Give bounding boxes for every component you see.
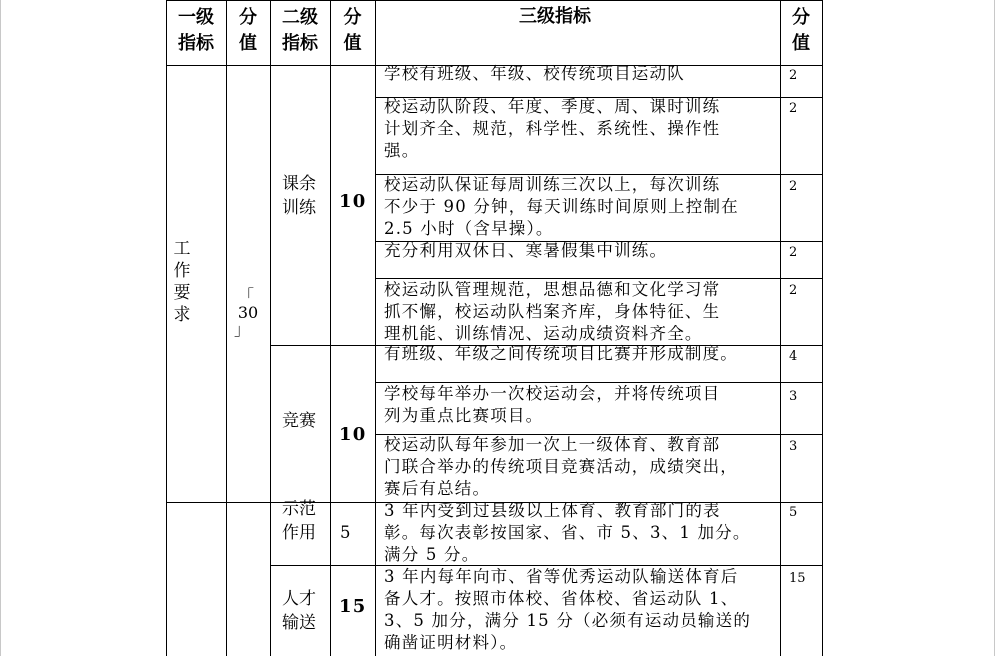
level3-item-score: 5 [789,505,798,520]
level2-label-training: 课余训练 [282,174,316,218]
level2-score-training: 10 [339,191,367,212]
header-level2 [270,5,330,57]
level2-label-competition: 竞赛 [282,411,316,431]
header-level3: 三级指标 [519,6,591,27]
header-score1-line2: 值 [239,33,257,54]
text-line: 满分 5 分。 [384,545,480,564]
text-line: 强。 [384,141,420,160]
level3-item-text [384,383,720,427]
level3-item-text [384,240,667,262]
header-level2-line1: 二级 [282,7,318,28]
text-line: 不少于 90 分钟，每天训练时间原则上控制在 [384,197,739,216]
text-line: 列为重点比赛项目。 [384,406,544,425]
text-line: 校运动队每年参加一次上一级体育、教育部 [384,435,721,454]
text-line: 2.5 小时（含早操）。 [384,219,554,238]
level3-item-text [384,174,739,240]
text-line: 计划齐全、规范，科学性、系统性、操作性 [384,119,721,138]
level3-item-score: 2 [789,101,798,116]
text-line: 3、5 加分，满分 15 分（必须有运动员输送的 [384,611,752,630]
text-line: 3 年内每年向市、省等优秀运动队输送体育后 [384,567,739,586]
table-line [166,0,823,1]
header-score2-line1: 分 [343,7,362,28]
level3-item-text [384,279,720,345]
text-line: 确凿证明材料）。 [384,633,518,652]
text-line: 3 年内受到过县级以上体育、教育部门的表 [384,501,721,520]
level3-item-text [384,343,738,365]
text-line: 学校有班级、年级、校传统项目运动队 [384,64,685,83]
header-score1 [226,5,270,57]
level3-item-score: 3 [789,439,798,454]
header-score3-line1: 分 [792,7,810,28]
text-line: 抓不懈，校运动队档案齐库，身体特征、生 [384,302,721,321]
header-score3 [780,5,822,57]
text-line: 赛后有总结。 [384,479,491,498]
level2-label-demo: 示范作用 [282,499,316,543]
table-line [822,0,823,656]
table-line [780,0,781,656]
table-line [330,0,331,656]
header-score3-line2: 值 [792,33,810,54]
level3-item-score: 3 [789,389,798,404]
level2-score-competition: 10 [339,424,367,445]
level3-item-score: 4 [789,349,798,364]
header-level2-line2: 指标 [282,33,318,54]
level3-item-score: 2 [789,245,798,260]
level3-item-score: 2 [789,179,798,194]
table-line [375,0,376,656]
text-line: 校运动队保证每周训练三次以上，每次训练 [384,175,721,194]
text-line: 校运动队阶段、年度、季度、周、课时训练 [384,97,721,116]
header-score2 [330,5,375,57]
level1-score-value: 30 [237,303,259,322]
level1-label: 工作要求 [173,239,191,325]
table-line [166,0,167,656]
text-line: 充分利用双休日、寒暑假集中训练。 [384,241,668,260]
text-line: 学校每年举办一次校运动会，并将传统项目 [384,384,721,403]
text-line: 理机能、训练情况、运动成绩资料齐全。 [384,324,703,343]
level3-item-score: 2 [789,68,798,83]
header-level1 [166,5,226,57]
level3-item-score: 2 [789,283,798,298]
bracket-close: 」 [234,320,251,339]
header-score1-line1: 分 [239,7,257,28]
level3-item-text [384,96,720,162]
table-line [226,0,227,656]
page-edge [0,0,1,656]
text-line: 门联合举办的传统项目竞赛活动，成绩突出， [384,457,738,476]
bracket-open: 「 [238,286,255,305]
level3-item-text [384,63,685,85]
text-line: 彰。每次表彰按国家、省、市 5、3、1 加分。 [384,523,751,542]
header-score2-line2: 值 [343,33,362,54]
table-line [270,0,271,656]
level2-score-demo: 5 [340,523,352,542]
level3-item-text [384,500,751,566]
level1-score [232,287,264,338]
header-level1-line2: 指标 [178,33,214,54]
level2-score-talent: 15 [339,596,367,617]
level3-item-text [384,566,751,654]
header-level1-line1: 一级 [178,7,214,28]
level3-item-score: 15 [789,571,806,586]
text-line: 备人才。按照市体校、省体校、省运动队 1、 [384,589,739,608]
level3-item-text [384,434,738,500]
level2-label-talent: 人才输送 [282,589,316,633]
text-line: 校运动队管理规范，思想品德和文化学习常 [384,280,721,299]
text-line: 有班级、年级之间传统项目比赛并形成制度。 [384,344,738,363]
